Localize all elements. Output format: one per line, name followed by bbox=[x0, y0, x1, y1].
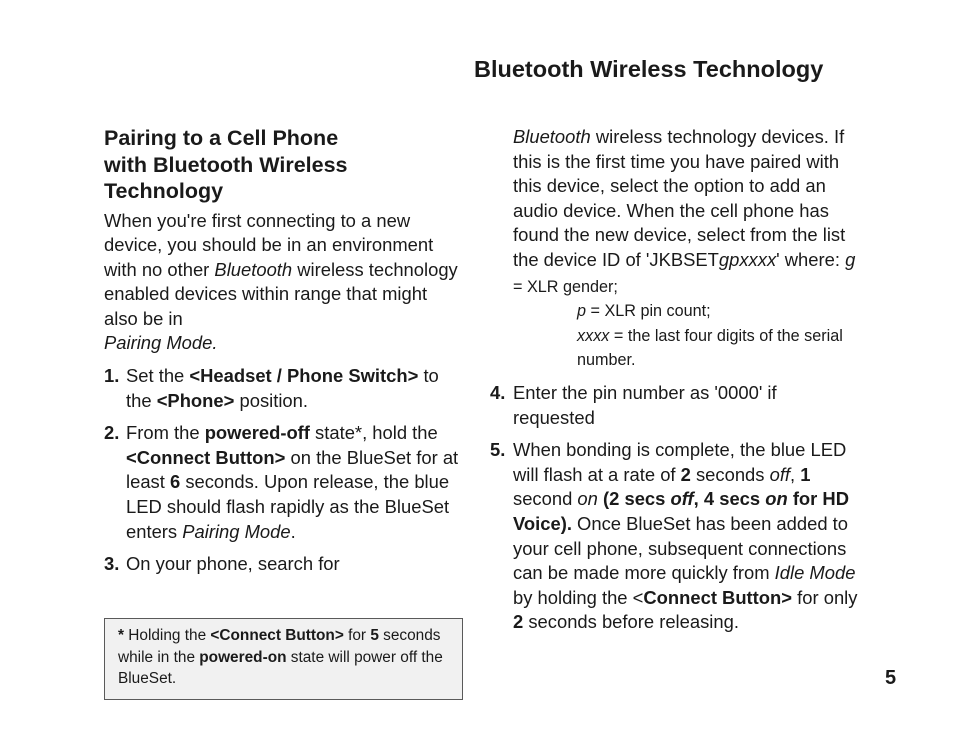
intro-italic-pairing-mode: Pairing Mode. bbox=[104, 332, 218, 354]
intro-text-b: wireless technology enabled devices within range that might also be in bbox=[104, 258, 458, 329]
step-1-bold-headset-switch: <Headset / Phone Switch> bbox=[189, 365, 419, 387]
step-5-italic-off: off bbox=[769, 463, 791, 485]
step-5-number: 5. bbox=[490, 439, 506, 461]
step-3 bbox=[104, 552, 464, 577]
step-3-cont-italic-device-id: gpxxxx bbox=[718, 248, 777, 270]
left-column bbox=[104, 125, 464, 577]
variable-p-line bbox=[577, 299, 860, 324]
footnote-bold-connect-button: <Connect Button> bbox=[210, 627, 344, 644]
step-1-text-2: to the bbox=[126, 365, 439, 411]
step-2-bold-connect-button: <Connect Button> bbox=[126, 446, 286, 468]
step-3-number: 3. bbox=[104, 553, 120, 575]
variable-g-description: = XLR gender; bbox=[513, 277, 618, 296]
step-5 bbox=[490, 438, 860, 635]
footnote-box bbox=[104, 618, 463, 700]
section-title-line-1: Pairing to a Cell Phone bbox=[104, 126, 339, 150]
right-column bbox=[490, 125, 860, 635]
footnote-text-1: Holding the bbox=[124, 627, 211, 644]
step-5-bold-2: 2 bbox=[680, 463, 691, 485]
step-5-text-7: by holding the < bbox=[513, 586, 644, 608]
step-1-text-1: Set the bbox=[126, 365, 190, 387]
step-3-cont-italic-bluetooth: Bluetooth bbox=[513, 126, 591, 147]
variable-xxxx-description: = the last four digits of the serial number. bbox=[577, 326, 843, 370]
section-title bbox=[104, 125, 464, 205]
step-2-bold-powered-off: powered-off bbox=[204, 422, 310, 444]
step-5-bold-4-secs: , 4 secs bbox=[693, 488, 766, 510]
footnote-text-3: seconds while in the bbox=[118, 627, 441, 666]
step-2-text-4: seconds. Upon release, the blue LED should flash rapidly as the BlueSet enters bbox=[126, 471, 450, 542]
step-2-text-3: on the BlueSet for at least bbox=[126, 446, 459, 493]
step-2-italic-pairing-mode: Pairing Mode bbox=[182, 520, 291, 542]
variable-g: g bbox=[845, 248, 856, 270]
footnote-bold-seconds: 5 bbox=[370, 627, 379, 644]
section-title-line-2: with Bluetooth Wireless bbox=[104, 152, 348, 177]
step-5-text-8: for only bbox=[792, 586, 858, 608]
variable-xxxx: xxxx bbox=[577, 326, 610, 345]
step-5-bold-italic-off: off bbox=[670, 488, 694, 510]
step-4 bbox=[490, 381, 860, 430]
step-2-number: 2. bbox=[104, 422, 120, 444]
step-5-text-6: Once BlueSet has been added to your cell phone, subsequent connections can be made more quickly from bbox=[513, 512, 849, 584]
step-2-bold-seconds: 6 bbox=[169, 471, 181, 493]
step-3-cont-text-1: wireless technology devices. If this is the first time you have paired with this device, select the option to add an audio device. When the cell phone has found the new device, select from the list the device ID of 'JKBSET bbox=[513, 126, 846, 270]
variable-p-description: = XLR pin count; bbox=[586, 302, 711, 321]
step-2 bbox=[104, 421, 464, 544]
step-5-bold-2-secs: (2 secs bbox=[603, 488, 671, 510]
footnote-asterisk: * bbox=[118, 627, 124, 644]
page-number: 5 bbox=[885, 667, 897, 689]
step-5-bold-italic-on: on bbox=[765, 488, 788, 510]
step-5-bold-1: 1 bbox=[800, 463, 811, 485]
step-5-italic-idle-mode: Idle Mode bbox=[774, 562, 856, 584]
step-5-text-3: , bbox=[790, 463, 801, 485]
step-3-continued bbox=[490, 125, 860, 299]
variable-xxxx-line bbox=[577, 324, 860, 373]
intro-text-a: When you're first connecting to a new device, you should be in an environment with no other bbox=[104, 209, 434, 280]
step-4-number: 4. bbox=[490, 381, 506, 403]
footnote-bold-powered-on: powered-on bbox=[199, 648, 287, 666]
step-5-italic-on: on bbox=[577, 488, 598, 510]
step-1 bbox=[104, 364, 464, 413]
footnote-text-2: for bbox=[343, 627, 371, 644]
intro-italic-bluetooth: Bluetooth bbox=[214, 258, 293, 280]
step-5-text-2: seconds bbox=[690, 463, 770, 485]
section-title-line-3: Technology bbox=[104, 179, 224, 203]
step-2-text-5: . bbox=[290, 520, 296, 542]
intro-paragraph bbox=[104, 209, 464, 357]
step-2-text-1: From the bbox=[126, 422, 205, 444]
step-2-text-2: state*, hold the bbox=[309, 422, 438, 444]
step-4-text: Enter the pin number as '0000' if requested bbox=[513, 381, 777, 428]
step-1-text-3: position. bbox=[234, 389, 308, 411]
page-header-title: Bluetooth Wireless Technology bbox=[474, 56, 824, 82]
step-3-cont-text-2: ' where: bbox=[776, 248, 846, 270]
step-5-text-9: seconds before releasing. bbox=[523, 611, 739, 633]
step-1-bold-phone: <Phone> bbox=[156, 389, 235, 411]
variable-p: p bbox=[577, 302, 587, 321]
step-5-text-4: second bbox=[513, 488, 578, 510]
step-5-bold-connect-button: Connect Button> bbox=[643, 586, 793, 608]
step-5-bold-hd-voice: for HD Voice). bbox=[513, 488, 849, 534]
step-5-bold-2-seconds: 2 bbox=[513, 611, 524, 633]
step-5-text-1: When bonding is complete, the blue LED will flash at a rate of bbox=[513, 439, 847, 485]
footnote-text-4: state will power off the BlueSet. bbox=[118, 648, 443, 687]
step-1-number: 1. bbox=[104, 365, 120, 387]
variable-definitions bbox=[490, 299, 860, 373]
step-3-text: On your phone, search for bbox=[126, 553, 340, 575]
